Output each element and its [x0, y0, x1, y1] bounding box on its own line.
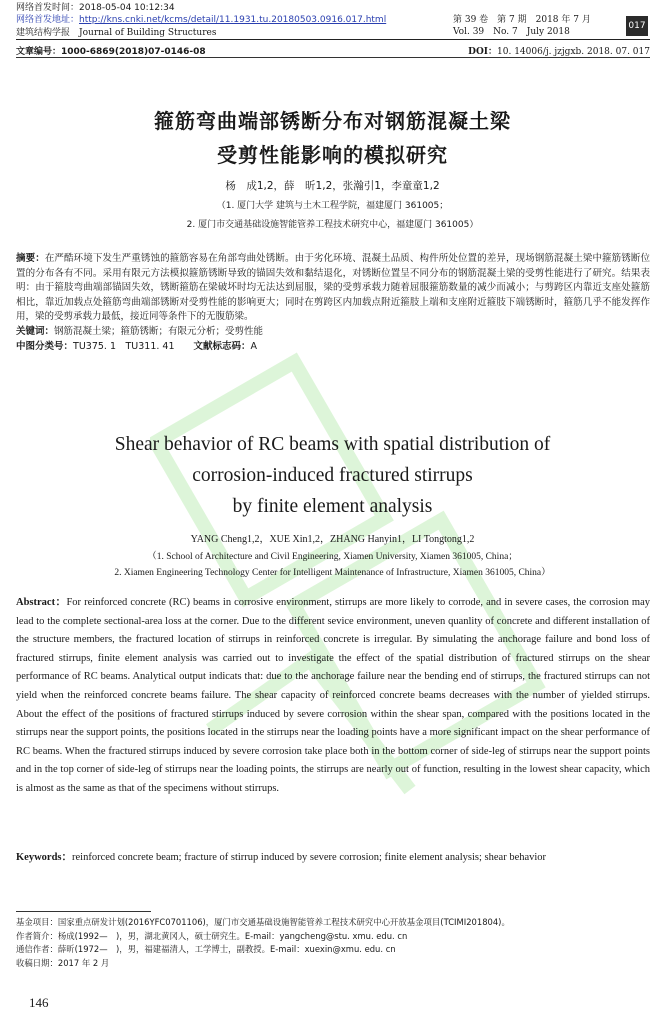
authors-en: YANG Cheng1,2，XUE Xin1,2，ZHANG Hanyin1，LI Tongtong1,2: [190, 534, 475, 545]
title-cn-line-2: 受剪性能影响的模拟研究: [217, 143, 448, 167]
title-en-line-2: corrosion-induced fractured stirrups: [192, 465, 473, 486]
abstract-cn-text: 在严酷环境下发生严重锈蚀的箍筋容易在角部弯曲处锈断。由于劣化环境、混凝土品质、构件所处位置的差异，现场钢筋混凝土梁中箍筋锈断位置的分布各有不同。采用有限元方法模拟箍筋锈断导致的锚固失效和黏结退化，对锈断位置呈不同分布的钢筋混凝土梁的受剪性能进行了研究。结果表明：由于箍肢弯曲端部锚固失效，锈断箍筋在梁破坏时均无法达到屈服，梁的受剪承载力随着屈服箍筋数量的减少而减小；与剪跨区内靠近支座处箍筋相比，靠近加载点处箍筋弯曲端部锈断对受剪性能的影响更大；同时在剪跨区内加载点附近箍肢上端和支座附近箍肢下端锈断时，箍筋几乎不能发挥作用，梁的受剪承载力最低，接近同等条件下的无腹筋梁。: [16, 253, 650, 323]
online-time: 网络首发时间：2018-05-04 10:12:34: [16, 3, 175, 13]
issue-en: Vol. 39 No. 7 July 2018: [453, 27, 570, 37]
doi: [468, 44, 650, 57]
doc-code-value: A: [250, 340, 258, 352]
online-url-link[interactable]: http://kns.cnki.net/kcms/detail/11.1931.tu.20180503.0916.017.html: [79, 15, 387, 25]
keywords-cn-label: 关键词：: [16, 325, 55, 337]
affiliation-en-1: （1. School of Architecture and Civil Engineering, Xiamen University, Xiamen 361005, China；: [147, 552, 518, 562]
keywords-en-block: [16, 849, 650, 868]
header-divider: [16, 39, 650, 40]
keywords-en-label: Keywords：: [16, 852, 72, 863]
page-number: 146: [29, 995, 49, 1010]
title-en-line-1: Shear behavior of RC beams with spatial distribution of: [114, 434, 551, 455]
affiliation-en-2: 2. Xiamen Engineering Technology Center for Intelligent Maintenance of Infrastructure, Xiamen 361005, China）: [114, 568, 551, 578]
clc-value: TU375. 1 TU311. 41: [73, 340, 175, 352]
affiliation-cn-2: 2. 厦门市交通基础设施智能管养工程技术研究中心，福建厦门 361005）: [186, 220, 479, 230]
issue-info: [453, 14, 591, 38]
title-cn-line-1: 箍筋弯曲端部锈断分布对钢筋混凝土梁: [154, 109, 511, 133]
online-publication-info: [16, 2, 386, 26]
meta-divider: [16, 57, 650, 58]
keywords-cn: 钢筋混凝土梁；箍筋锈断；有限元分析；受剪性能: [54, 325, 264, 337]
journal-name: 建筑结构学报 Journal of Building Structures: [16, 28, 217, 38]
clc-label: 中图分类号：: [16, 340, 74, 352]
abstract-cn: [16, 252, 650, 354]
doc-code-label: 文献标志码：: [193, 340, 251, 352]
doi-label: DOI：: [468, 47, 498, 57]
footnote-author: 作者简介：杨成(1992— )，男，湖北黄冈人，硕士研究生。E-mail：yangcheng@stu. xmu. edu. cn: [16, 930, 408, 941]
abstract-en-label: Abstract：: [16, 597, 67, 608]
title-en-line-3: by finite element analysis: [232, 496, 433, 517]
authors-cn: 杨 成1,2，薛 昕1,2，张瀚引1，李童童1,2: [225, 180, 440, 192]
abstract-cn-label: 摘要：: [16, 253, 45, 264]
abstract-en-text: For reinforced concrete (RC) beams in corrosive environment, stirrups are more likely to corrode, and in severe cases, the corrosion may lead to the complete sectional-area loss at the corner. Due to the different sevice environment, uneven quanlity of concrete and different installation of the structure members, the fractured location of stirrups in reinforced concrete is irregular. By simulating the anchorage failure and bond loss of fractured stirrups, finite element analysis was carried out to investigate the effect of the spatial distribution of fractured stirrups on the shear performance of RC beams. Analytical output indicats that: due to the anchorage failure near the bending end of stirrups, the fractured stirrups can not yield when the reinforced concrete beams failure. The shear capacity of reinforced concrete beams decreases with the number of yielded stirrups. About the effect of the positions of fractured stirrups induced by severe corrosion within the shear span, compared with the positions located in the stirrups near the support points, the positions located in the stirrups near the loading points have a more significant impact on the shear performance of RC beams. When the fractured stirrups induced by severe corrosion take place both in the bottom corner of side-leg of stirrups near the support points and in the top corner of side-leg of stirrups near the loading points, the stirrups are nearly out of function, resulting in the lowest shear capacity, which is almost as the same as that of the specimens without stirrups.: [16, 597, 650, 794]
footnote-funding: 基金项目：国家重点研发计划(2016YFC0701106)，厦门市交通基础设施智能管养工程技术研究中心开放基金项目(TCIMI201804)。: [16, 917, 510, 927]
article-number: 文章编号：1000-6869(2018)07-0146-08: [16, 47, 206, 57]
doi-value: 10. 14006/j. jzjgxb. 2018. 07. 017: [497, 47, 650, 57]
footnote-corresponding: 通信作者：薛昕(1972— )，男，福建福清人，工学博士，副教授。E-mail：xuexin@xmu. edu. cn: [16, 944, 396, 954]
affiliation-cn-1: （1. 厦门大学 建筑与土木工程学院，福建厦门 361005；: [216, 201, 449, 211]
footnote-received: 收稿日期：2017 年 2 月: [16, 957, 110, 968]
keywords-en: reinforced concrete beam; fracture of stirrup induced by severe corrosion; finite element analysis; shear behavior: [72, 852, 547, 863]
online-url-label: 网络首发地址：: [16, 15, 80, 25]
issue-cn: 第 39 卷 第 7 期 2018 年 7 月: [453, 15, 591, 25]
abstract-en: [16, 594, 650, 799]
footnote-divider: [16, 911, 151, 912]
page-label-badge: 017: [626, 16, 648, 36]
footnotes: [16, 916, 650, 970]
